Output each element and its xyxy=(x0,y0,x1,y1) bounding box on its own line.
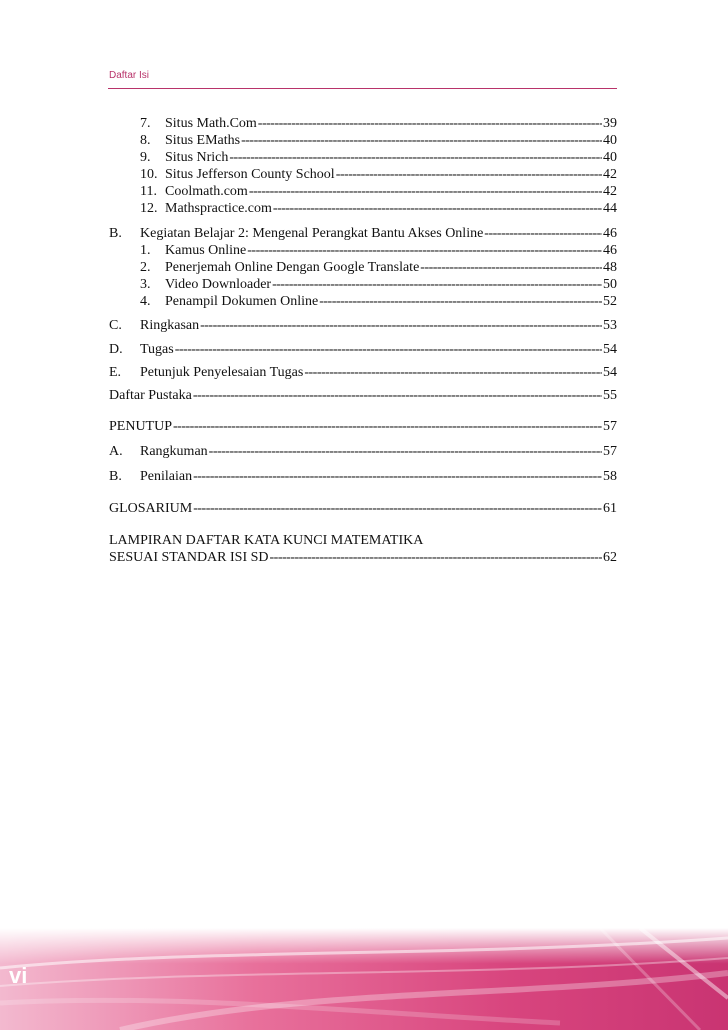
toc-entry-number: A. xyxy=(109,444,123,459)
dot-leader xyxy=(175,341,602,358)
toc-entry-page: 58 xyxy=(603,469,617,484)
toc-entry-page: 61 xyxy=(603,501,617,516)
toc-entry-label: Rangkuman xyxy=(140,444,208,459)
toc-entry[interactable] xyxy=(109,341,617,358)
dot-leader xyxy=(304,364,602,381)
toc-entry-number: C. xyxy=(109,318,122,333)
dot-leader xyxy=(258,115,602,132)
toc-entry-number: 8. xyxy=(140,133,151,148)
dot-leader xyxy=(173,418,602,435)
header-rule xyxy=(108,88,617,89)
toc-entry[interactable] xyxy=(109,149,617,166)
toc-entry-label: PENUTUP xyxy=(109,419,173,434)
toc-entry-number: 3. xyxy=(140,277,151,292)
dot-leader xyxy=(319,293,602,310)
toc-entry-page: 52 xyxy=(603,294,617,309)
toc-entry[interactable] xyxy=(109,132,617,149)
toc-entry[interactable] xyxy=(109,242,617,259)
toc-entry-label: Ringkasan xyxy=(140,318,200,333)
toc-entry-label[interactable]: LAMPIRAN DAFTAR KATA KUNCI MATEMATIKA xyxy=(109,533,424,548)
toc-entry-label: Penampil Dokumen Online xyxy=(165,294,319,309)
toc-entry[interactable] xyxy=(109,418,617,435)
toc-entry[interactable] xyxy=(109,225,617,242)
toc-entry-label: SESUAI STANDAR ISI SD xyxy=(109,550,269,565)
toc-entry[interactable] xyxy=(109,293,617,310)
dot-leader xyxy=(270,549,602,566)
dot-leader xyxy=(484,225,602,242)
toc-entry-page: 39 xyxy=(603,116,617,131)
toc-entry-label: Situs Jefferson County School xyxy=(165,167,335,182)
toc-entry-page: 46 xyxy=(603,243,617,258)
toc-entry-number: 12. xyxy=(140,201,158,216)
toc-entry[interactable] xyxy=(109,259,617,276)
toc-entry-page: 55 xyxy=(603,388,617,403)
toc-entry[interactable] xyxy=(109,200,617,217)
toc-entry-page: 40 xyxy=(603,150,617,165)
toc-entry-label: Mathspractice.com xyxy=(165,201,272,216)
toc-entry-number: 11. xyxy=(140,184,157,199)
dot-leader xyxy=(272,276,602,293)
toc-entry-label: Penilaian xyxy=(140,469,193,484)
toc-entry-label: GLOSARIUM xyxy=(109,501,193,516)
toc-entry[interactable] xyxy=(109,468,617,485)
toc-entry-page: 53 xyxy=(603,318,617,333)
toc-entry-page: 40 xyxy=(603,133,617,148)
toc-entry[interactable] xyxy=(109,183,617,200)
toc-entry[interactable] xyxy=(109,443,617,460)
toc-entry-label: Video Downloader xyxy=(165,277,272,292)
dot-leader xyxy=(247,242,602,259)
toc-entry-label: Penerjemah Online Dengan Google Translate xyxy=(165,260,420,275)
toc-entry-label: Situs Math.Com xyxy=(165,116,257,131)
toc-entry-page: 46 xyxy=(603,226,617,241)
toc-entry-number: E. xyxy=(109,365,122,380)
toc-entry-page: 57 xyxy=(603,444,617,459)
toc-entry[interactable] xyxy=(109,500,617,517)
dot-leader xyxy=(193,468,602,485)
toc-entry-label: Kegiatan Belajar 2: Mengenal Perangkat Bantu Akses Online xyxy=(140,226,484,241)
toc-entry-number: D. xyxy=(109,342,123,357)
dot-leader xyxy=(249,183,602,200)
toc-entry-number: 10. xyxy=(140,167,158,182)
toc-entry-number: 7. xyxy=(140,116,151,131)
toc-entry[interactable] xyxy=(109,115,617,132)
dot-leader xyxy=(200,317,602,334)
toc-entry[interactable] xyxy=(109,364,617,381)
dot-leader xyxy=(209,443,602,460)
toc-entry[interactable] xyxy=(109,549,617,566)
toc-entry[interactable] xyxy=(109,166,617,183)
toc-entry-number: B. xyxy=(109,226,122,241)
dot-leader xyxy=(420,259,602,276)
toc-entry-label: Daftar Pustaka xyxy=(109,388,192,403)
dot-leader xyxy=(193,387,602,404)
toc-entry-label: Petunjuk Penyelesaian Tugas xyxy=(140,365,304,380)
running-header: Daftar Isi xyxy=(109,70,150,81)
toc-entry-label: Situs Nrich xyxy=(165,150,229,165)
dot-leader xyxy=(193,500,602,517)
toc-entry-page: 42 xyxy=(603,184,617,199)
toc-entry-number: 9. xyxy=(140,150,151,165)
toc-entry-page: 50 xyxy=(603,277,617,292)
footer-decoration xyxy=(0,928,728,1030)
toc-entry[interactable] xyxy=(109,317,617,334)
toc-entry-number: 1. xyxy=(140,243,151,258)
toc-entry-number: B. xyxy=(109,469,122,484)
toc-entry-page: 54 xyxy=(603,342,617,357)
dot-leader xyxy=(273,200,602,217)
toc-entry[interactable] xyxy=(109,387,617,404)
dot-leader xyxy=(229,149,602,166)
toc-entry-label: Kamus Online xyxy=(165,243,247,258)
toc-entry-page: 44 xyxy=(603,201,617,216)
toc-entry-page: 57 xyxy=(603,419,617,434)
toc-entry-page: 62 xyxy=(603,550,617,565)
dot-leader xyxy=(336,166,602,183)
toc-entry-label: Tugas xyxy=(140,342,174,357)
toc-entry-label: Coolmath.com xyxy=(165,184,248,199)
toc-entry-page: 54 xyxy=(603,365,617,380)
toc-entry-label: Situs EMaths xyxy=(165,133,241,148)
toc-entry[interactable] xyxy=(109,276,617,293)
toc-entry-number: 4. xyxy=(140,294,151,309)
toc-entry-page: 42 xyxy=(603,167,617,182)
footer-band xyxy=(0,928,728,1030)
page-number: vi xyxy=(9,963,28,988)
toc-entry-number: 2. xyxy=(140,260,151,275)
dot-leader xyxy=(241,132,602,149)
toc-entry-page: 48 xyxy=(603,260,617,275)
